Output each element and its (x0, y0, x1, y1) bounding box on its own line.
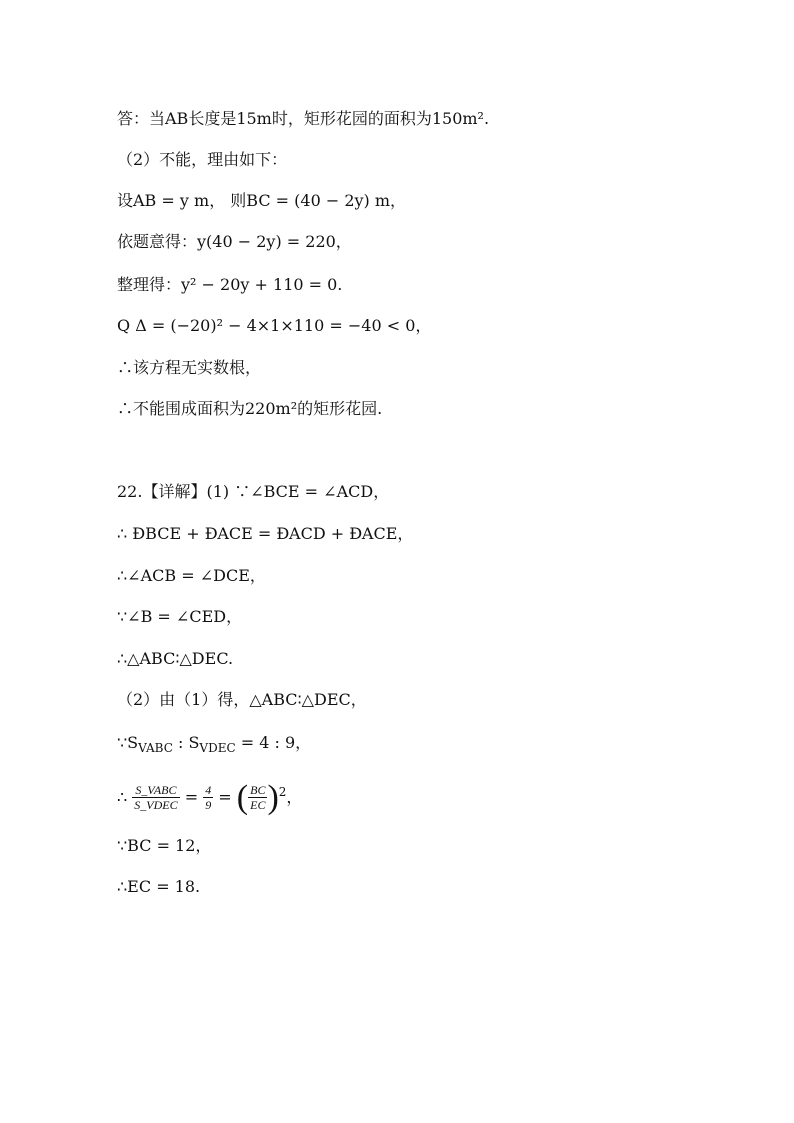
area-ratio-sub1: VABC (138, 741, 173, 756)
given-angle-line: ∵∠B = ∠CED， (117, 607, 243, 626)
equation-setup: 依题意得：y(40 − 2y) = 220， (117, 232, 352, 251)
area-fraction-numerator: S_VABC (132, 783, 179, 798)
bc-value-line: ∵BC = 12， (117, 836, 212, 855)
fraction-eq1: = (179, 787, 204, 807)
part2-heading: （2）不能，理由如下： (117, 150, 288, 169)
fraction-end: ， (286, 787, 303, 807)
area-ratio-sub2: VDEC (199, 741, 236, 756)
conclusion-line: ∴不能围成面积为220m²的矩形花园. (117, 399, 383, 418)
fraction-eq2: = (213, 787, 237, 807)
right-paren: ) (267, 778, 279, 816)
left-paren: ( (236, 778, 249, 816)
square-exponent: 2 (278, 785, 287, 799)
ratio-fraction-numerator: 4 (205, 783, 212, 798)
angle-sum-line: ∴ ÐBCE + ÐACE = ÐACD + ÐACE， (117, 524, 414, 543)
area-ratio-line (117, 732, 311, 759)
no-real-roots-line: ∴该方程无实数根， (117, 358, 262, 377)
fraction-prefix: ∴ (117, 787, 128, 807)
ratio-fraction-denominator: 9 (205, 798, 212, 813)
area-fraction (132, 783, 179, 812)
simplified-equation: 整理得：y² − 20y + 110 = 0. (117, 275, 343, 294)
area-ratio-mid: : S (172, 733, 200, 752)
discriminant-line: Q Δ = (−20)² − 4×1×110 = −40 < 0， (117, 316, 432, 335)
angle-equal-line: ∴∠ACB = ∠DCE， (117, 566, 266, 585)
side-fraction-denominator: EC (250, 798, 266, 813)
fraction-ratio-line (117, 772, 302, 817)
area-fraction-denominator: S_VDEC (134, 798, 178, 813)
let-statement: 设AB = y m， 则BC = (40 − 2y) m， (117, 191, 407, 210)
q22-heading: 22.【详解】(1) ∵∠BCE = ∠ACD， (117, 482, 390, 501)
ratio-fraction (203, 783, 213, 812)
similar-triangles-line: ∴△ABC∶△DEC. (117, 649, 234, 668)
part2-similar-line: （2）由（1）得，△ABC∶△DEC， (117, 690, 367, 709)
area-ratio-end: = 4 : 9， (235, 733, 312, 752)
side-fraction (248, 783, 267, 812)
ec-value-line: ∴EC = 18. (117, 877, 201, 896)
side-fraction-numerator: BC (250, 783, 266, 798)
answer-line-1: 答：当AB长度是15m时，矩形花园的面积为150m². (117, 109, 490, 128)
area-ratio-start: ∵S (117, 733, 139, 752)
